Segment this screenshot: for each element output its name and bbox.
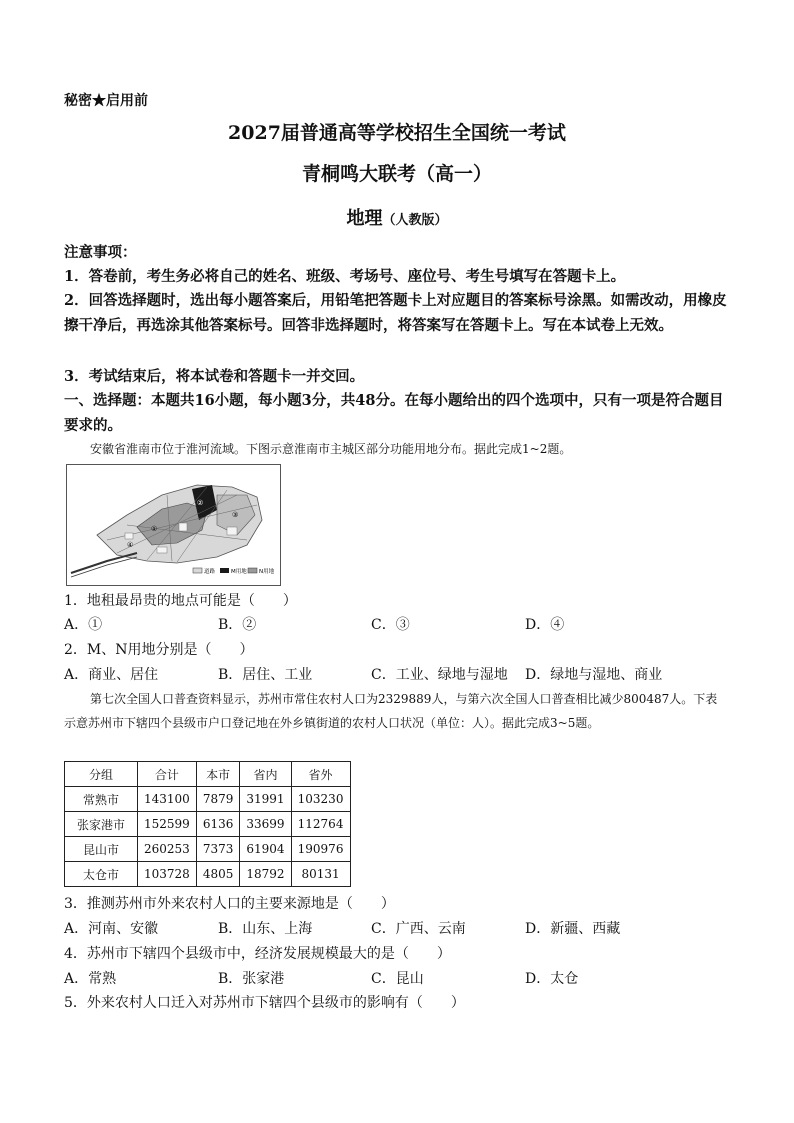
question-2: 2．M、N用地分别是（ ） [64, 642, 254, 658]
table-header: 省外 [291, 762, 350, 787]
table-cell: 昆山市 [65, 837, 138, 862]
note-1: 1．答卷前，考生务必将自己的姓名、班级、考场号、座位号、考生号填写在答题卡上。 [64, 268, 626, 285]
table-cell: 18792 [240, 862, 291, 887]
q4-option-d: D．太仓 [525, 971, 579, 987]
table-header: 省内 [240, 762, 291, 787]
exam-subtitle: 青桐鸣大联考（高一） [301, 163, 492, 185]
population-table-grid [64, 761, 351, 887]
material-1: 安徽省淮南市位于淮河流域。下图示意淮南市主城区部分功能用地分布。据此完成1~2题。 [90, 442, 572, 456]
table-cell: 7373 [196, 837, 240, 862]
table-header: 合计 [138, 762, 197, 787]
question-5: 5．外来农村人口迁入对苏州市下辖四个县级市的影响有（ ） [64, 995, 465, 1011]
population-table [64, 761, 351, 887]
table-cell: 190976 [291, 837, 350, 862]
q2-option-a: A．商业、居住 [64, 667, 159, 683]
table-cell: 张家港市 [65, 812, 138, 837]
table-header: 本市 [196, 762, 240, 787]
material-2: 第七次全国人口普查资料显示，苏州市常住农村人口为2329889人，与第六次全国人口普查相比减少800487人。下表示意苏州市下辖四个县级市户口登记地在外乡镇街道的农村人口状况（单位：人）。据此完成3~5题。 [64, 692, 718, 730]
question-1: 1．地租最昂贵的地点可能是（ ） [64, 593, 297, 609]
q1-option-b: B．② [218, 617, 257, 633]
q4-option-c: C．昆山 [371, 971, 424, 987]
q3-option-d: D．新疆、西藏 [525, 921, 621, 937]
table-cell: 4805 [196, 862, 240, 887]
table-cell: 103728 [138, 862, 197, 887]
question-3: 3．推测苏州市外来农村人口的主要来源地是（ ） [64, 896, 395, 912]
q3-option-b: B．山东、上海 [218, 921, 313, 937]
q3-option-a: A．河南、安徽 [64, 921, 159, 937]
map-marker-1: ① [151, 525, 158, 533]
q2-option-c: C．工业、绿地与湿地 [371, 667, 508, 683]
legend-road: 道路 [204, 569, 216, 575]
q1-option-d: D．④ [525, 617, 565, 633]
table-header-row [65, 762, 351, 787]
q4-option-b: B．张家港 [218, 971, 285, 987]
table-cell: 常熟市 [65, 787, 138, 812]
table-cell: 7879 [196, 787, 240, 812]
table-cell: 6136 [196, 812, 240, 837]
confidential-label: 秘密★启用前 [64, 93, 148, 109]
legend-n: N用地 [259, 569, 275, 575]
table-cell: 80131 [291, 862, 350, 887]
table-cell: 61904 [240, 837, 291, 862]
notes-heading: 注意事项： [64, 244, 137, 261]
edition-label: （人教版） [382, 213, 448, 228]
map-marker-3: ③ [232, 511, 239, 519]
section-one-heading: 一、选择题：本题共16小题，每小题3分，共48分。在每小题给出的四个选项中，只有一项是符合题目要求的。 [64, 392, 724, 434]
q1-option-a: A．① [64, 617, 103, 633]
table-cell: 太仓市 [65, 862, 138, 887]
subject-title [0, 204, 794, 230]
table-cell: 103230 [291, 787, 350, 812]
map-marker-4: ④ [127, 541, 134, 549]
table-row [65, 812, 351, 837]
exam-title: 2027届普通高等学校招生全国统一考试 [228, 122, 566, 144]
q1-option-c: C．③ [371, 617, 410, 633]
q4-option-a: A．常熟 [64, 971, 117, 987]
q2-option-b: B．居住、工业 [218, 667, 313, 683]
subject-name: 地理 [346, 208, 383, 229]
table-cell: 33699 [240, 812, 291, 837]
q2-option-d: D．绿地与湿地、商业 [525, 667, 663, 683]
table-cell: 260253 [138, 837, 197, 862]
table-row [65, 787, 351, 812]
table-row [65, 862, 351, 887]
table-cell: 143100 [138, 787, 197, 812]
land-use-map [66, 464, 281, 586]
legend-m: M用地 [231, 569, 247, 575]
table-cell: 31991 [240, 787, 291, 812]
map-marker-2: ② [197, 499, 204, 507]
land-use-map-graphic [67, 465, 280, 585]
table-cell: 152599 [138, 812, 197, 837]
q3-option-c: C．广西、云南 [371, 921, 466, 937]
note-3: 3．考试结束后，将本试卷和答题卡一并交回。 [64, 368, 365, 385]
note-2: 2．回答选择题时，选出每小题答案后，用铅笔把答题卡上对应题目的答案标号涂黑。如需改动，用橡皮擦干净后，再选涂其他答案标号。回答非选择题时，将答案写在答题卡上。写在本试卷上无效。 [64, 292, 727, 334]
question-4: 4．苏州市下辖四个县级市中，经济发展规模最大的是（ ） [64, 946, 451, 962]
table-row [65, 837, 351, 862]
table-cell: 112764 [291, 812, 350, 837]
table-header: 分组 [65, 762, 138, 787]
